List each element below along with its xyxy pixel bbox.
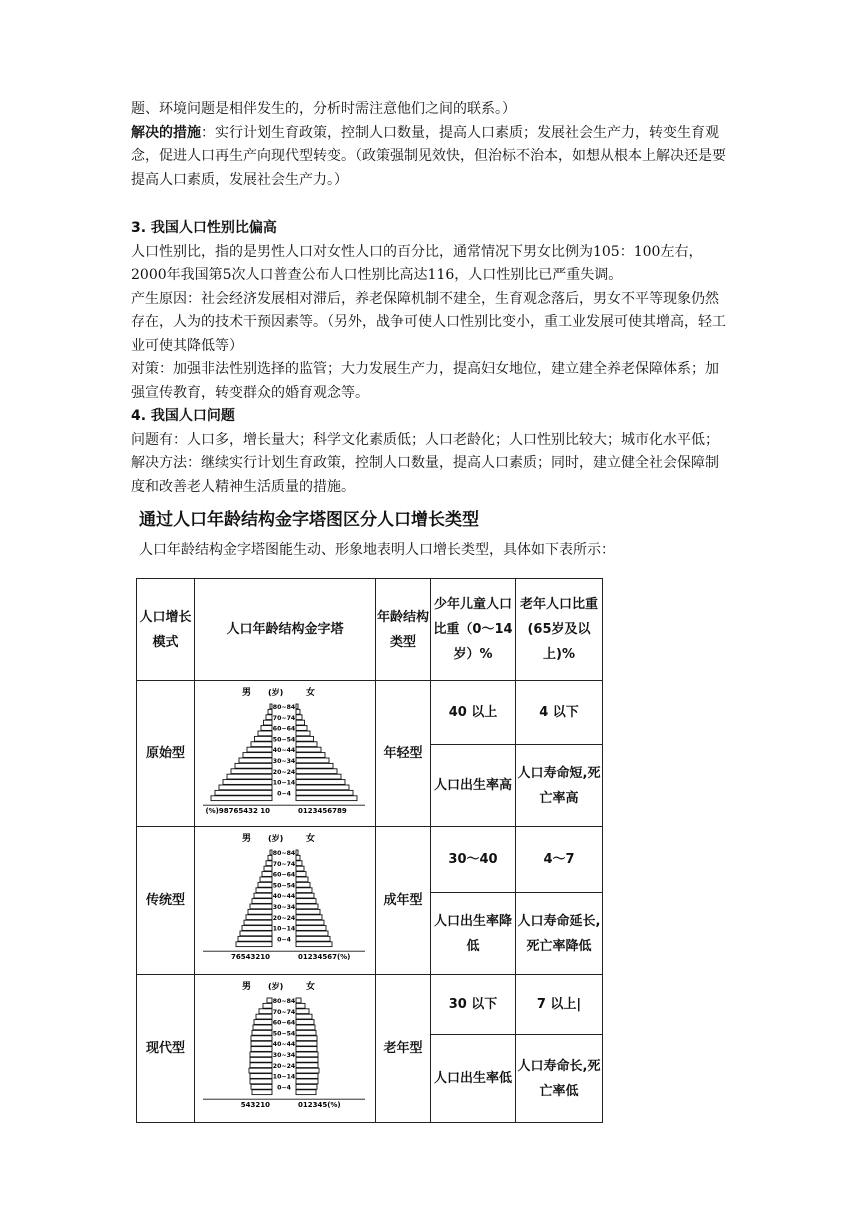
male-bar — [248, 909, 272, 914]
age-group-label: 10~14 — [272, 1073, 296, 1081]
young-note: 人口出生率高 — [431, 745, 516, 827]
old-note: 人口寿命长,死亡率低 — [516, 1035, 603, 1123]
female-bar — [296, 1030, 316, 1035]
female-bar — [296, 1035, 317, 1040]
mode-cell: 传统型 — [137, 827, 195, 975]
young-note: 人口出生率降低 — [431, 893, 516, 975]
pyramid-cell — [195, 827, 376, 975]
female-bar — [296, 871, 306, 876]
male-bar — [231, 768, 272, 773]
age-group-label: 30~34 — [272, 903, 296, 911]
age-group-label: 20~24 — [272, 914, 296, 922]
male-bar — [263, 1003, 272, 1008]
old-note: 人口寿命延长,死亡率降低 — [516, 893, 603, 975]
male-bar — [268, 709, 272, 714]
male-bar — [246, 914, 272, 919]
age-group-label: 60~64 — [272, 871, 296, 879]
section-title: 通过人口年龄结构金字塔图区分人口增长类型 — [139, 510, 479, 530]
paragraph-causes: 产生原因：社会经济发展相对滞后，养老保障机制不建全，生育观念落后，男女不平等现象仍然存在，人为的技术干预因素等。（另外，战争可使人口性别比变小，重工业发展可使其增高，轻工业可使其降低等） — [131, 290, 726, 354]
female-bar — [296, 998, 301, 1003]
male-bar — [240, 931, 272, 936]
female-bar — [296, 1079, 318, 1084]
female-bar — [296, 720, 305, 725]
female-bar — [296, 936, 330, 941]
male-bar — [239, 758, 272, 763]
male-bar — [260, 877, 272, 882]
age-group-label: 50~54 — [272, 881, 296, 889]
growth-type-table — [136, 578, 603, 1123]
paragraph-sex-ratio: 人口性别比，指的是男性人口对女性人口的百分比，通常情况下男女比例为105：100左右，2000年我国第5次人口普查公布人口性别比高达116，人口性别比已严重失调。 — [131, 243, 703, 283]
male-bar — [251, 1046, 272, 1051]
male-bar — [252, 1030, 272, 1035]
male-bar — [266, 860, 272, 865]
right-axis-label: 0123456789 — [298, 806, 347, 815]
age-group-label: 40~44 — [272, 892, 296, 900]
female-bar — [296, 774, 341, 779]
female-bar — [296, 790, 353, 795]
header-mode: 人口增长模式 — [137, 579, 195, 681]
age-group-label: 30~34 — [272, 1051, 296, 1059]
female-bar — [296, 731, 310, 736]
female-bar — [296, 1019, 314, 1024]
paragraph-solutions: 解决方法：继续实行计划生育政策，控制人口数量，提高人口素质；同时，建立健全社会保障制度和改善老人精神生活质量的措施。 — [131, 455, 719, 495]
female-bar — [296, 898, 316, 903]
old-value: 4 以下 — [516, 681, 603, 745]
male-bar — [251, 1084, 272, 1089]
age-group-label: 60~64 — [272, 1019, 296, 1027]
heading-sex-ratio: 3. 我国人口性别比偏高 — [131, 220, 277, 236]
female-bar — [296, 747, 321, 752]
age-group-label: 80~84 — [272, 703, 296, 711]
left-axis-label: 543210 — [240, 1100, 270, 1109]
young-value: 30～40 — [431, 827, 516, 893]
male-bar — [250, 1057, 272, 1062]
male-bar — [244, 920, 272, 925]
paragraph-countermeasures: 对策：加强非法性别选择的监管；大力发展生产力，提高妇女地位，建立建全养老保障体系；加强宣传教育，转变群众的婚育观念等。 — [131, 361, 719, 401]
age-unit-label: (岁) — [268, 981, 284, 991]
table-row — [137, 975, 603, 1035]
type-cell: 年轻型 — [376, 681, 431, 827]
age-group-label: 0~4 — [277, 789, 291, 797]
female-bar — [296, 909, 320, 914]
female-bar — [296, 893, 314, 898]
female-bar — [296, 941, 332, 946]
male-label: 男 — [242, 687, 252, 698]
female-bar — [296, 1046, 317, 1051]
male-bar — [251, 1035, 272, 1040]
old-note: 人口寿命短,死亡率高 — [516, 745, 603, 827]
male-label: 男 — [242, 981, 252, 992]
paragraph-measures — [131, 122, 731, 193]
male-bar — [238, 936, 272, 941]
female-bar — [296, 709, 300, 714]
pyramid-chart-traditional — [195, 828, 373, 974]
paragraph-1: 题、环境问题是相伴发生的，分析时需注意他们之间的联系。） — [131, 101, 516, 117]
male-bar — [261, 725, 272, 730]
type-cell: 成年型 — [376, 827, 431, 975]
male-bar — [250, 1052, 272, 1057]
male-bar — [250, 1079, 272, 1084]
age-group-label: 40~44 — [272, 746, 296, 754]
female-bar — [296, 1073, 318, 1078]
female-bar — [296, 741, 317, 746]
paragraph-problems: 问题有：人口多，增长量大；科学文化素质低；人口老龄化；人口性别比较大；城市化水平低； — [131, 431, 719, 448]
male-bar — [253, 1025, 272, 1030]
female-label: 女 — [306, 687, 316, 698]
female-bar — [296, 1003, 305, 1008]
male-bar — [267, 998, 272, 1003]
female-bar — [296, 860, 302, 865]
female-bar — [296, 877, 308, 882]
male-bar — [264, 866, 272, 871]
mode-cell: 现代型 — [137, 975, 195, 1123]
table-row — [137, 827, 603, 893]
female-bar — [296, 882, 310, 887]
male-bar — [256, 1014, 272, 1019]
female-bar — [296, 763, 333, 768]
female-bar — [296, 866, 304, 871]
measures-text: ：实行计划生育政策，控制人口数量，提高人口素质；发展社会生产力，转变生育观念，促进人口再生产向现代型转变。（政策强制见效快，但治标不治本，如想从根本上解决还是要提高人口素质，发展社会生产力。） — [131, 124, 726, 188]
left-axis-label: 76543210 — [231, 952, 270, 961]
right-axis-label: 01234567(%) — [298, 952, 351, 961]
female-bar — [296, 752, 325, 757]
young-note: 人口出生率低 — [431, 1035, 516, 1123]
female-bar — [296, 1057, 318, 1062]
male-bar — [211, 795, 272, 800]
female-bar — [296, 1089, 316, 1094]
young-value: 30 以下 — [431, 975, 516, 1035]
age-group-label: 70~74 — [272, 860, 296, 868]
female-bar — [296, 1008, 309, 1013]
age-group-label: 50~54 — [272, 735, 296, 743]
age-group-label: 20~24 — [272, 768, 296, 776]
male-bar — [250, 1062, 272, 1067]
male-bar — [251, 1041, 272, 1046]
document-page — [131, 98, 731, 561]
male-bar — [254, 893, 272, 898]
female-bar — [296, 855, 300, 860]
old-value: 7 以上| — [516, 975, 603, 1035]
male-bar — [250, 904, 272, 909]
female-bar — [296, 785, 349, 790]
pyramid-cell — [195, 975, 376, 1123]
male-bar — [252, 1089, 272, 1094]
female-bar — [296, 914, 322, 919]
male-bar — [236, 941, 272, 946]
header-young: 少年儿童人口比重（0～14岁）% — [431, 579, 516, 681]
pyramid-chart-modern — [195, 976, 373, 1122]
female-bar — [296, 714, 302, 719]
male-bar — [270, 850, 272, 855]
female-bar — [296, 758, 329, 763]
male-bar — [270, 704, 272, 709]
header-old: 老年人口比重(65岁及以上)% — [516, 579, 603, 681]
female-label: 女 — [306, 833, 316, 844]
male-bar — [235, 763, 272, 768]
age-group-label: 30~34 — [272, 757, 296, 765]
female-bar — [296, 1068, 319, 1073]
age-group-label: 0~4 — [277, 935, 291, 943]
male-bar — [264, 720, 273, 725]
age-group-label: 80~84 — [272, 849, 296, 857]
female-bar — [296, 1084, 317, 1089]
female-bar — [296, 1025, 315, 1030]
age-group-label: 80~84 — [272, 997, 296, 1005]
age-group-label: 20~24 — [272, 1062, 296, 1070]
female-bar — [296, 768, 337, 773]
age-group-label: 60~64 — [272, 725, 296, 733]
male-bar — [215, 790, 272, 795]
female-bar — [296, 725, 307, 730]
female-label: 女 — [306, 981, 316, 992]
left-axis-label: (%)98765432 10 — [205, 806, 270, 815]
age-unit-label: (岁) — [268, 833, 284, 843]
table-header-row — [137, 579, 603, 681]
table-row — [137, 681, 603, 745]
female-bar — [296, 1041, 317, 1046]
male-bar — [256, 887, 272, 892]
age-group-label: 50~54 — [272, 1029, 296, 1037]
female-bar — [296, 704, 298, 709]
male-bar — [247, 747, 272, 752]
female-bar — [296, 931, 328, 936]
male-bar — [254, 1019, 272, 1024]
male-bar — [251, 741, 272, 746]
male-bar — [262, 871, 272, 876]
male-bar — [250, 1073, 272, 1078]
age-unit-label: (岁) — [268, 687, 284, 697]
male-bar — [219, 785, 272, 790]
age-group-label: 70~74 — [272, 1008, 296, 1016]
header-pyramid: 人口年龄结构金字塔 — [195, 579, 376, 681]
male-bar — [266, 714, 272, 719]
male-label: 男 — [242, 833, 252, 844]
old-value: 4～7 — [516, 827, 603, 893]
measures-label: 解决的措施 — [131, 124, 201, 141]
mode-cell: 原始型 — [137, 681, 195, 827]
female-bar — [296, 887, 312, 892]
header-type: 年龄结构类型 — [376, 579, 431, 681]
female-bar — [296, 795, 357, 800]
female-bar — [296, 779, 345, 784]
female-bar — [296, 736, 314, 741]
heading-population-problem: 4. 我国人口问题 — [131, 408, 235, 424]
right-axis-label: 012345(%) — [298, 1100, 341, 1109]
female-bar — [296, 904, 318, 909]
young-value: 40 以上 — [431, 681, 516, 745]
female-bar — [296, 1014, 312, 1019]
male-bar — [227, 774, 272, 779]
intro-text: 人口年龄结构金字塔图能生动、形象地表明人口增长类型，具体如下表所示： — [139, 542, 615, 558]
female-bar — [296, 1062, 318, 1067]
age-group-label: 10~14 — [272, 779, 296, 787]
male-bar — [255, 736, 273, 741]
pyramid-cell — [195, 681, 376, 827]
male-bar — [259, 1008, 272, 1013]
age-group-label: 40~44 — [272, 1040, 296, 1048]
male-bar — [258, 731, 272, 736]
female-bar — [296, 920, 324, 925]
male-bar — [258, 882, 272, 887]
age-group-label: 10~14 — [272, 925, 296, 933]
female-bar — [296, 925, 326, 930]
male-bar — [268, 855, 272, 860]
male-bar — [243, 752, 272, 757]
male-bar — [242, 925, 272, 930]
type-cell: 老年型 — [376, 975, 431, 1123]
female-bar — [296, 850, 298, 855]
male-bar — [252, 898, 272, 903]
pyramid-chart-primitive — [195, 682, 373, 826]
male-bar — [223, 779, 272, 784]
age-group-label: 0~4 — [277, 1083, 291, 1091]
age-group-label: 70~74 — [272, 714, 296, 722]
male-bar — [249, 1068, 272, 1073]
female-bar — [296, 1052, 318, 1057]
